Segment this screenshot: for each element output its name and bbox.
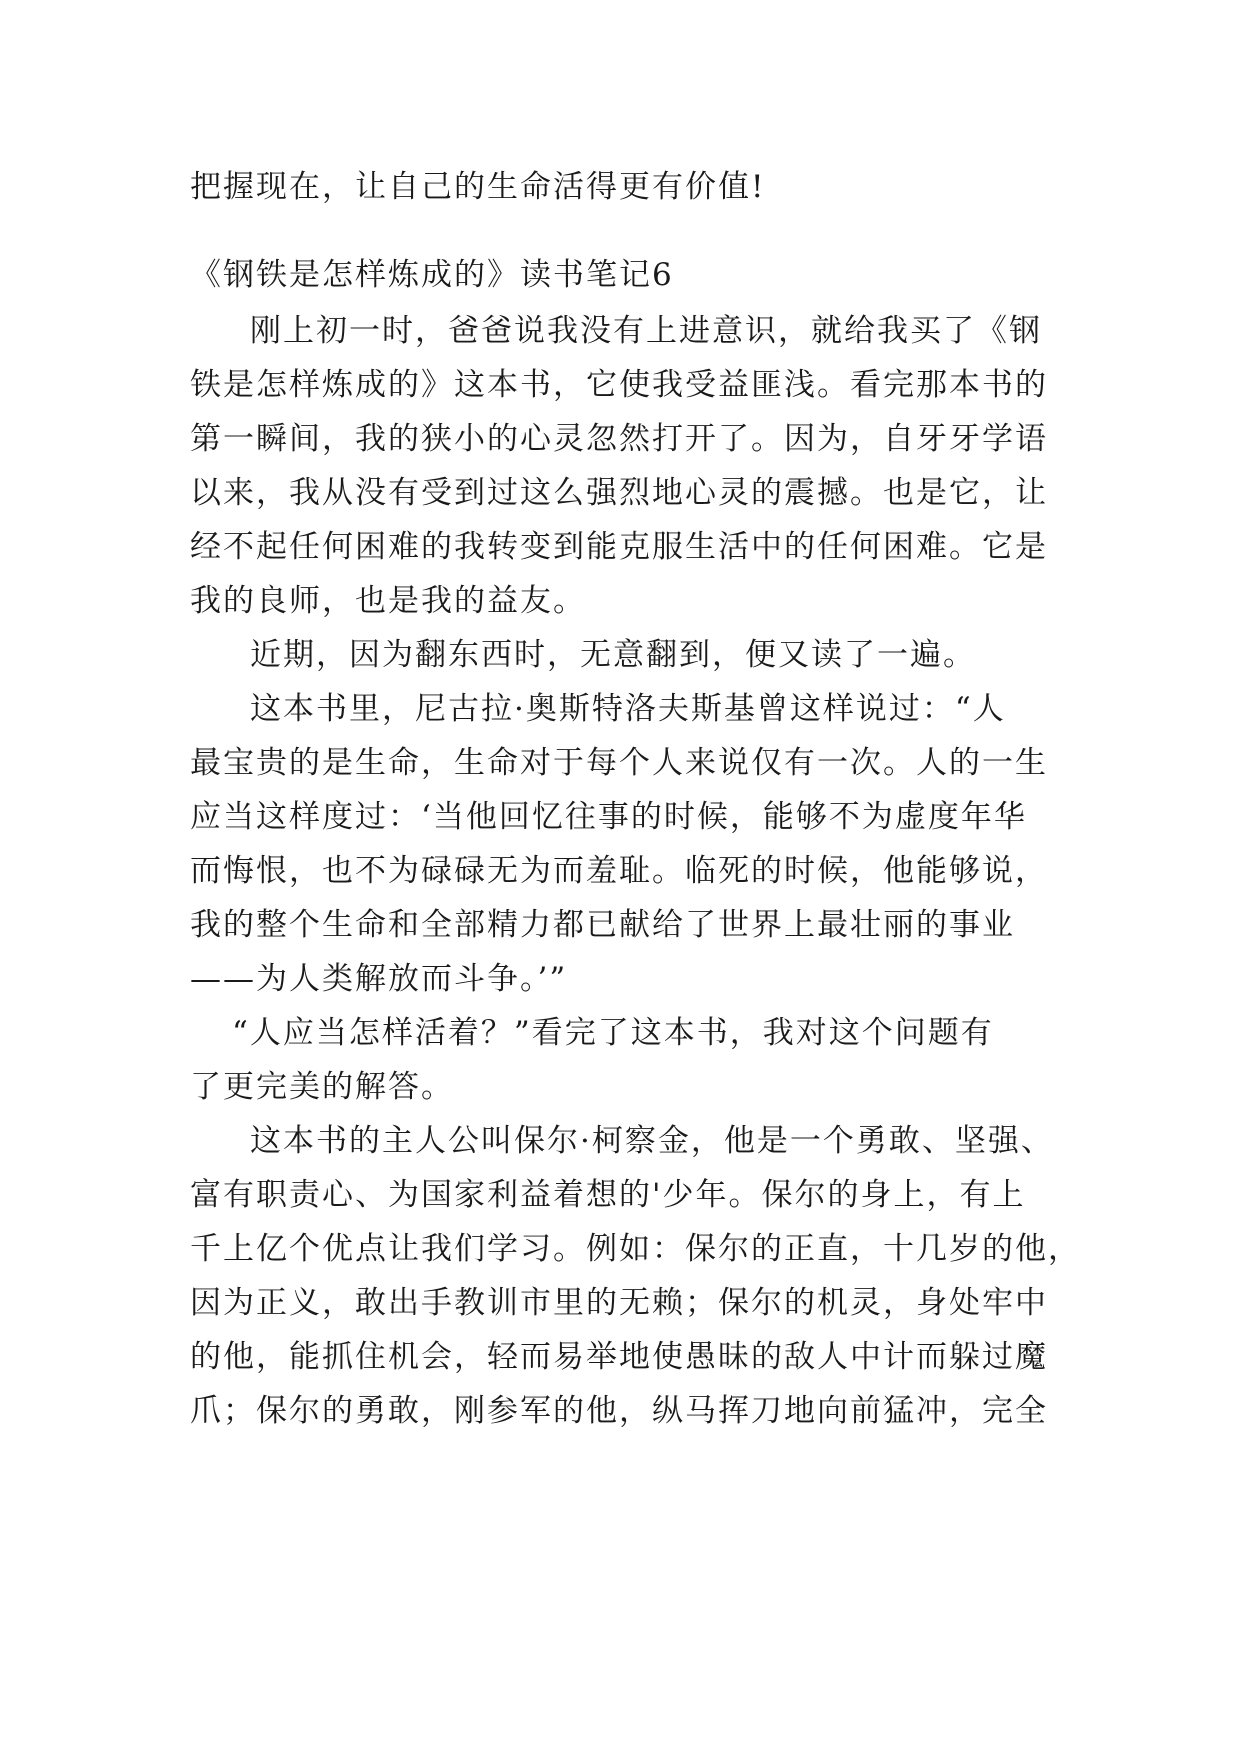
paragraph-line: 我的整个生命和全部精力都已献给了世界上最壮丽的事业 xyxy=(190,907,1015,943)
paragraph-line: 铁是怎样炼成的》这本书，它使我受益匪浅。看完那本书的 xyxy=(190,367,1048,403)
paragraph-line: 而悔恨，也不为碌碌无为而羞耻。临死的时候，他能够说， xyxy=(190,853,1048,889)
paragraph-line: 经不起任何困难的我转变到能克服生活中的任何困难。它是 xyxy=(190,529,1048,565)
paragraph-line: 近期，因为翻东西时，无意翻到，便又读了一遍。 xyxy=(250,637,976,673)
paragraph-line: 富有职责心、为国家利益着想的'少年。保尔的身上，有上 xyxy=(190,1177,1026,1213)
paragraph-line: ——为人类解放而斗争。’” xyxy=(190,961,568,997)
paragraph-line: 的他，能抓住机会，轻而易举地使愚昧的敌人中计而躲过魔 xyxy=(190,1339,1048,1375)
paragraph-line: 以来，我从没有受到过这么强烈地心灵的震撼。也是它，让 xyxy=(190,475,1048,511)
paragraph-line: 爪；保尔的勇敢，刚参军的他，纵马挥刀地向前猛冲，完全 xyxy=(190,1393,1048,1429)
paragraph-line: “人应当怎样活着？”看完了这本书，我对这个问题有 xyxy=(232,1015,994,1051)
paragraph-line: 第一瞬间，我的狭小的心灵忽然打开了。因为，自牙牙学语 xyxy=(190,421,1048,457)
paragraph-line: 刚上初一时，爸爸说我没有上进意识，就给我买了《钢 xyxy=(250,313,1042,349)
section-title: 《钢铁是怎样炼成的》读书笔记6 xyxy=(190,257,674,293)
paragraph-line: 千上亿个优点让我们学习。例如：保尔的正直，十几岁的他， xyxy=(190,1231,1081,1267)
paragraph-line: 这本书里，尼古拉·奥斯特洛夫斯基曾这样说过：“人 xyxy=(250,691,1006,727)
paragraph-line: 了更完美的解答。 xyxy=(190,1069,454,1105)
paragraph-line: 最宝贵的是生命，生命对于每个人来说仅有一次。人的一生 xyxy=(190,745,1048,781)
paragraph-line: 应当这样度过：‘当他回忆往事的时候，能够不为虚度年华 xyxy=(190,799,1027,835)
paragraph-line: 这本书的主人公叫保尔·柯察金，他是一个勇敢、坚强、 xyxy=(250,1123,1054,1159)
paragraph-line: 我的良师，也是我的益友。 xyxy=(190,583,586,619)
closing-line: 把握现在，让自己的生命活得更有价值! xyxy=(190,169,766,205)
paragraph-line: 因为正义，敢出手教训市里的无赖；保尔的机灵，身处牢中 xyxy=(190,1285,1048,1321)
